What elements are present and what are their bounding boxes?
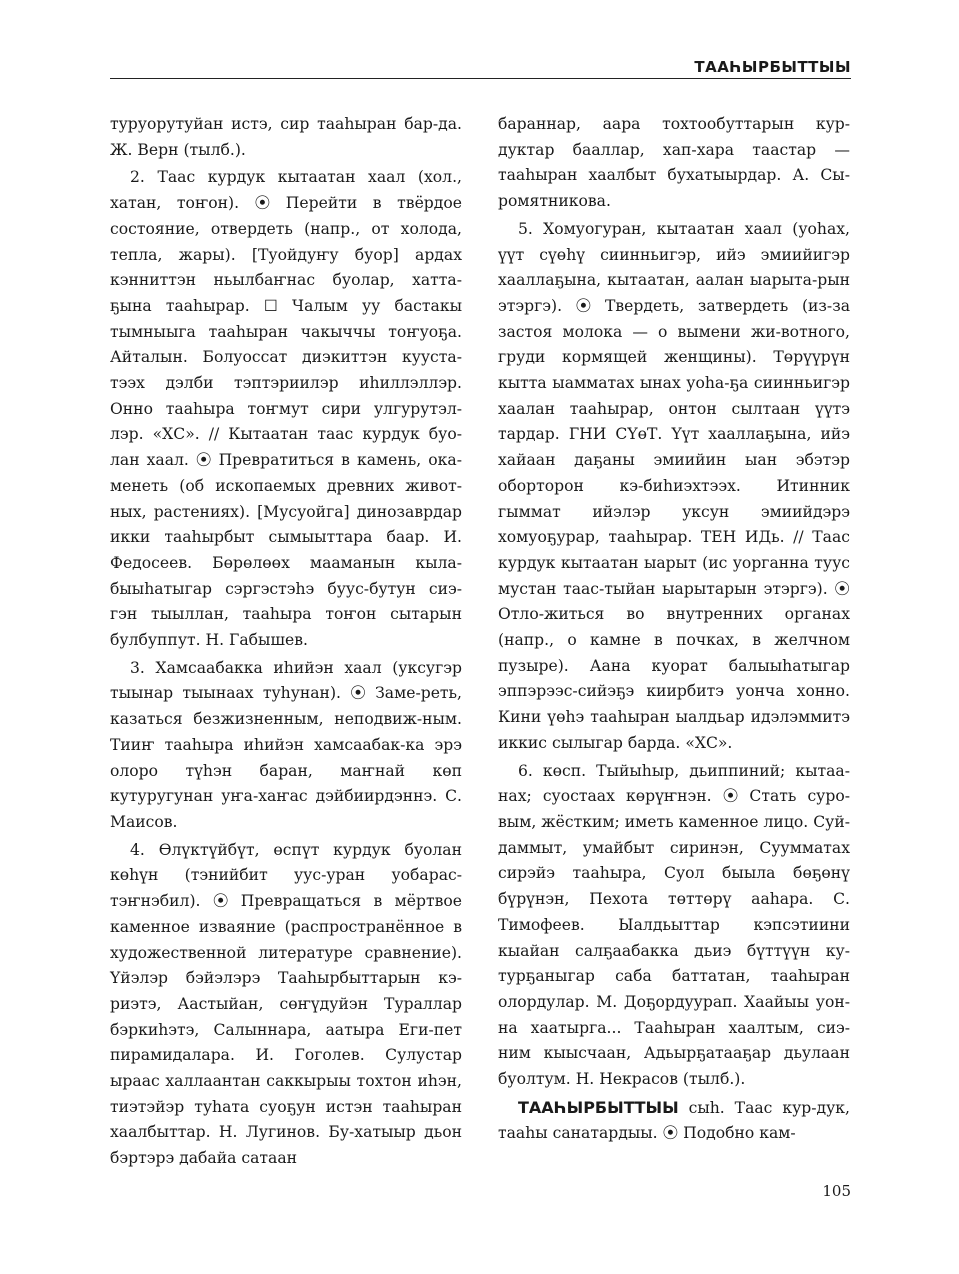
paragraph: 5. Хомуогуран, кытаатан хаал (уоһах, үүт сүөһү сиинньигэр, ийэ эмиийигэр хааллаҕына, кытаатан, аалан ыарыта-рын этэргэ). ⦿ Твердеть, затвердеть (из-за застоя молока — о вымени жи-вотного, груди кормящей женщины). Төрүүрүн кытта ыамматах ынах уоһа-ҕа сиинньигэр хаалан тааһырар, онтон сылтаан үүтэ тардар. ГНИ СҮөТ. Үүт хааллаҕына, ийэ хайаан даҕаны эмиийин ыан эбэтэр оборторон кэ-биһиэхтээх. Итинник гыммат ийэлэр уксун эмиийдэрэ хомуоҕурар, тааһырар. ТЕН ИДь. // Таас курдук кытаатан ыарыт (ис уорганна туус мустан таас-тыйан ыарытарын этэргэ). ⦿ Отло-житься во внутренних органах (напр., о камне в почках, в желчном пузыре). Аана куорат балыыһатыгар эппэрээс-сийэҕэ киирбитэ уонча хонно. Кини үөһэ тааһыран ыалдьар идэлэммитэ иккис сылыгар барда. «ХС». (498, 219, 850, 752)
paragraph: 2. Таас курдук кытаатан хаал (хол., хатан, тоҥон). ⦿ Перейти в твёрдое состояние, отвердеть (напр., от холода, тепла, жары). [Туойдуҥу буор] ардах кэнниттэн ньылбаҥнас буолар, хатта-ҕына тааһырар. ☐ Чалым уу бастакы тымныыга тааһыран чакыччы тоҥуоҕа. Айталын. Болуоссат диэкиттэн кууста-тээх дэлби тэптэриилэр иһиллэллэр. Онно тааһыра тоҥмут сири улгурутэл-лэр. «ХС». // Кытаатан таас курдук буо-лан хаал. ⦿ Превратиться в камень, ока-менеть (об ископаемых древних живот-ных, растениях). [Мусуойга] динозаврдар икки тааһырбыт сымыыттара баар. И. Федосеев. Бөрөлөөх мааманын кыла-быыһатыгар сэргэстэһэ бууc-бутун сиэ-гэн тыыллан, тааһыра тоҥон сытарын булбуппут. Н. Габышев. (110, 168, 462, 650)
paragraph: 4. Өлүктүйбүт, өспүт курдук буолан көһүн (тэнийбит уус-уран уобарас-тэҥнэбил). ⦿ Превращаться в мёртвое каменное изваяние (распространённое в художественной литературе сравнение). Үйэлэр бэйэлэрэ Тааһырбыттарын кэ-риэтэ, Аастыйан, сөҥүдуйэн Тураллар бэркиһэтэ, Салыннара, аатыра Еги-пет пирамидалара. И. Гоголев. Сулустар ыраас халлаантан саккырыы тохтон иһэн, тиэтэйэр туһата суоҕун истэн тааһыран хаалбыттар. Н. Лугинов. Бу-хатыыр дьон бэртэрэ дабайа сатаан (110, 840, 462, 1168)
page-number: 105 (822, 1182, 851, 1200)
headword: ТААҺЫРБЫТТЫЫ (518, 1097, 679, 1117)
paragraph: туруорутуйан истэ, сир тааһыран бар-да. Ж. Верн (тылб.). (110, 115, 462, 159)
paragraph: бараннар, аара тохтообуттарын кур-дуктар бааллар, хап-хара таастар — тааһыран хаалбыт бухатыырдар. А. Сы-ромятникова. (498, 115, 850, 211)
entry-text: сыһ. Таас кур-дук, тааһы санатардыы. ⦿ Подобно кам- (498, 1098, 850, 1143)
entry-paragraph (498, 1095, 850, 1147)
left-column (110, 112, 462, 1172)
running-head: ТААҺЫРБЫТТЫЫ (110, 56, 851, 79)
paragraph: 3. Хамсаабакка иһийэн хаал (уксугэр тыынар тыынаах туһунан). ⦿ Заме-реть, казаться безжизненным, неподвиж-ным. Тииҥ тааһыра иһийэн хамсаабак-ка эрэ олоро түһэн баран, маҥнай көп кутуругунан уҥа-хаҥас дэйбиирдэннэ. С. Маисов. (110, 658, 462, 831)
paragraph: 6. көсп. Тыйыһыр, дьиппиний; кытаа-нах; суостаах көрүҥнэн. ⦿ Стать суро-вым, жёстким; иметь каменное лицо. Суй-даммыт, умайбыт сиринэн, Суумматах сирэйэ тааһыра, Суол быыла бөҕөнү бүрүнэн, Пехота төттөрү ааһара. С. Тимофеев. Ыалдьыттар кэпсэтиини кыайан салҕаабакка дьиэ бүттүүн ку-турҕаныгар саба баттатан, тааһыран олордулар. М. Доҕордуурап. Хаайыы уон-на хаатырга... Тааһыран хаалтым, сиэ-ним кыысчаан, Адьырҕатааҕар дьулаан буолтум. Н. Некрасов (тылб.). (498, 761, 850, 1089)
right-column (498, 112, 850, 1147)
